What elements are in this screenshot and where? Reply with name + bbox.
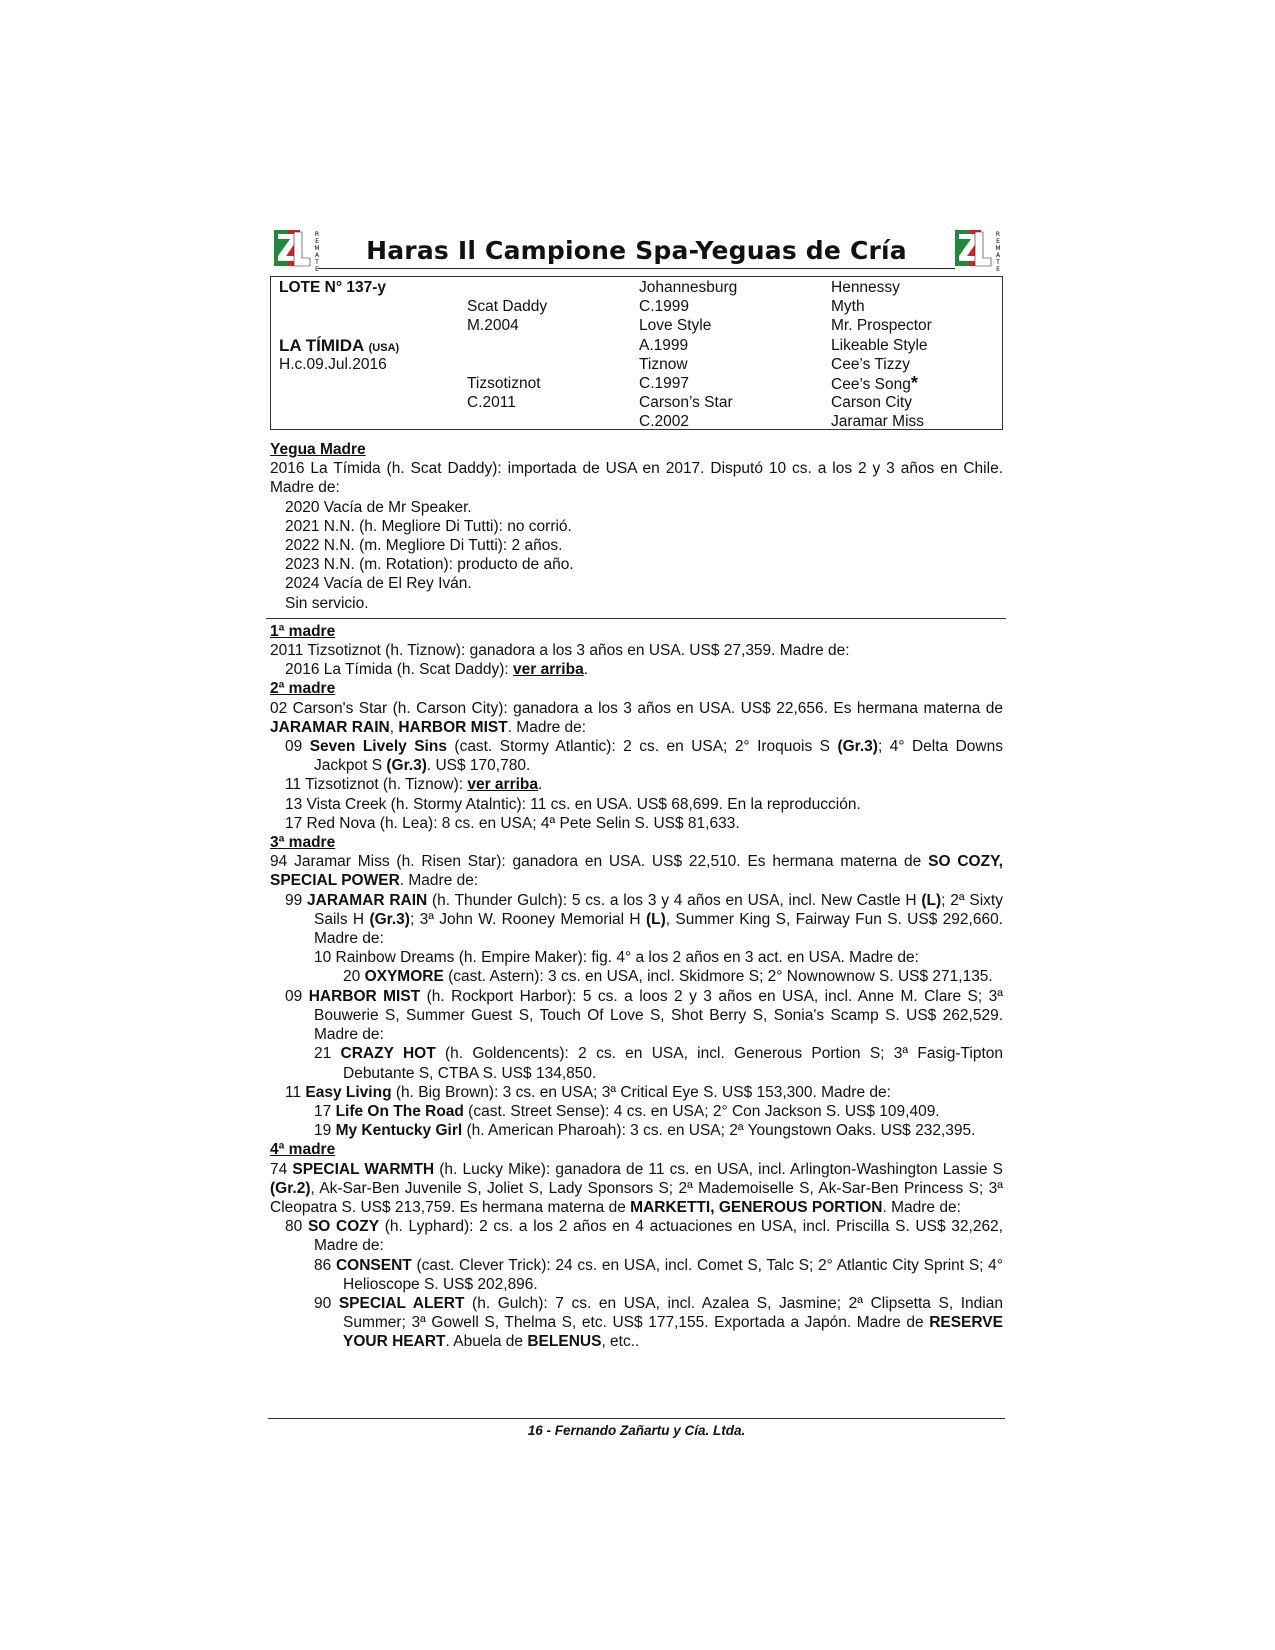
pedigree-cell: Myth bbox=[831, 298, 865, 316]
pedigree-cell: C.1999 bbox=[639, 298, 689, 316]
svg-text:T: T bbox=[315, 259, 319, 266]
produce-item: 11 Easy Living (h. Big Brown): 3 cs. en USA; 3ª Critical Eye S. US$ 153,300. Madre de: bbox=[285, 1083, 891, 1101]
svg-text:A: A bbox=[995, 252, 1001, 259]
produce-item: 11 Tizsotiznot (h. Tiznow): ver arriba. bbox=[285, 776, 543, 794]
pedigree-col-grandparents bbox=[639, 278, 737, 432]
page-title: Haras Il Campione Spa-Yeguas de Cría bbox=[366, 236, 907, 265]
dam-intro: 94 Jaramar Miss (h. Risen Star): ganadora en USA. US$ 22,510. Es hermana materna de SO COZY, SPECIAL POWER. Madre de: bbox=[270, 853, 1003, 890]
zl-remates-logo-icon bbox=[951, 226, 1003, 274]
pedigree-cell: C.1997 bbox=[639, 374, 689, 392]
horse-name: LA TÍMIDA bbox=[279, 335, 365, 355]
section-heading: 1ª madre bbox=[270, 622, 336, 640]
section-heading: 3ª madre bbox=[270, 834, 336, 852]
pedigree-cell: Tiznow bbox=[639, 355, 688, 373]
produce-item: 17 Life On The Road (cast. Street Sense): 4 cs. en USA; 2° Con Jackson S. US$ 109,409. bbox=[314, 1102, 940, 1120]
pedigree-cell: Johannesburg bbox=[639, 279, 738, 296]
svg-text:R: R bbox=[314, 231, 320, 238]
produce-item: 09 Seven Lively Sins (cast. Stormy Atlantic): 2 cs. en USA; 2° Iroquois S (Gr.3); 4° Delta Downs Jackpot S (Gr.3). US$ 170,780. bbox=[285, 738, 1003, 775]
produce-item: 13 Vista Creek (h. Stormy Atalntic): 11 cs. en USA. US$ 68,699. En la reproducción. bbox=[285, 795, 861, 813]
pedigree-cell: Hennessy bbox=[831, 279, 900, 296]
pedigree-col-great-grandparents bbox=[831, 278, 932, 432]
pedigree-cell: Cee’s Song* bbox=[831, 372, 918, 393]
dam-intro: 2011 Tizsotiznot (h. Tiznow): ganadora a los 3 años en USA. US$ 27,359. Madre de: bbox=[270, 642, 850, 660]
dam-intro: 2016 La Tímida (h. Scat Daddy): importada de USA en 2017. Disputó 10 cs. a los 2 y 3 años en Chile. Madre de: bbox=[270, 460, 1003, 497]
svg-text:R: R bbox=[995, 231, 1001, 238]
svg-text:E: E bbox=[996, 238, 1000, 245]
svg-text:M: M bbox=[995, 245, 1001, 252]
pedigree-cell: Carson City bbox=[831, 394, 912, 412]
produce-item: 2020 Vacía de Mr Speaker. bbox=[285, 498, 472, 516]
horse-origin: (USA) bbox=[368, 341, 400, 354]
produce-item: 90 SPECIAL ALERT (h. Gulch): 7 cs. en USA, incl. Azalea S, Jasmine; 2ª Clipsetta S, Indian Summer; 3ª Gowell S, Thelma S, etc. US$ 177,155. Exportada a Japón. Madre de RESERVE YOUR HEART. Abuela de BELENUS, etc.. bbox=[314, 1294, 1003, 1351]
produce-item: 17 Red Nova (h. Lea): 8 cs. en USA; 4ª Pete Selin S. US$ 81,633. bbox=[285, 814, 740, 832]
svg-text:E: E bbox=[315, 238, 319, 245]
pedigree-col-horse bbox=[279, 278, 399, 374]
zl-remates-logo-icon bbox=[270, 226, 322, 274]
dam-info: C.2011 bbox=[467, 394, 516, 412]
lot-number: LOTE N° 137-y bbox=[279, 279, 386, 296]
produce-item: Sin servicio. bbox=[285, 594, 369, 612]
horse-name-row bbox=[279, 336, 399, 355]
page-header bbox=[270, 226, 1003, 274]
produce-item: 19 My Kentucky Girl (h. American Pharoah): 3 cs. en USA; 2ª Youngstown Oaks. US$ 232,395. bbox=[314, 1122, 976, 1140]
pedigree-cell: Love Style bbox=[639, 317, 712, 335]
ver-arriba-link[interactable]: ver arriba bbox=[467, 776, 539, 794]
dam-intro: 02 Carson's Star (h. Carson City): ganadora a los 3 años en USA. US$ 22,656. Es hermana materna de JARAMAR RAIN, HARBOR MIST. Madre de: bbox=[270, 699, 1003, 736]
pedigree-cell: Carson’s Star bbox=[639, 394, 733, 412]
produce-item: 2022 N.N. (m. Megliore Di Tutti): 2 años. bbox=[285, 537, 563, 555]
produce-item: 09 HARBOR MIST (h. Rockport Harbor): 5 cs. a loos 2 y 3 años en USA, incl. Anne M. Clare S; 3ª Bouwerie S, Summer Guest S, Touch Of Love S, Shot Berry S, Sonia's Scamp S. US$ 262,529. Madre de: bbox=[285, 987, 1003, 1044]
pedigree-col-parents bbox=[467, 278, 547, 432]
horse-info: H.c.09.Jul.2016 bbox=[279, 355, 387, 373]
svg-text:M: M bbox=[314, 245, 320, 252]
pedigree-table bbox=[270, 276, 1003, 430]
svg-text:T: T bbox=[996, 259, 1000, 266]
svg-text:A: A bbox=[314, 252, 320, 259]
pedigree-cell: Jaramar Miss bbox=[831, 413, 925, 431]
produce-item: 2021 N.N. (h. Megliore Di Tutti): no corrió. bbox=[285, 517, 572, 535]
produce-item: 2023 N.N. (m. Rotation): producto de año. bbox=[285, 556, 574, 574]
produce-item: 99 JARAMAR RAIN (h. Thunder Gulch): 5 cs. a los 3 y 4 años en USA, incl. New Castle H (L); 2ª Sixty Sails H (Gr.3); 3ª John W. Rooney Memorial H (L), Summer King S, Fairway Fun S. US$ 292,660. Madre de: bbox=[285, 891, 1003, 948]
pedigree-cell: C.2002 bbox=[639, 413, 689, 431]
ver-arriba-link[interactable]: ver arriba bbox=[513, 661, 584, 679]
produce-item: 2024 Vacía de El Rey Iván. bbox=[285, 575, 472, 593]
pedigree-cell: Cee’s Tizzy bbox=[831, 355, 910, 373]
sire-name: Scat Daddy bbox=[467, 298, 548, 316]
produce-item: 20 OXYMORE (cast. Astern): 3 cs. en USA, incl. Skidmore S; 2° Nownownow S. US$ 271,135. bbox=[343, 968, 993, 986]
pedigree-cell: Likeable Style bbox=[831, 336, 928, 354]
svg-text:E: E bbox=[996, 266, 1000, 273]
section-heading: 2ª madre bbox=[270, 680, 336, 698]
catalog-page bbox=[270, 226, 1003, 1352]
svg-text:E: E bbox=[315, 266, 319, 273]
page-footer: 16 - Fernando Zañartu y Cía. Ltda. bbox=[268, 1418, 1005, 1438]
produce-item: 21 CRAZY HOT (h. Goldencents): 2 cs. en USA, incl. Generous Portion S; 3ª Fasig-Tipton Debutante S, CTBA S. US$ 134,850. bbox=[314, 1045, 1003, 1082]
pedigree-cell: A.1999 bbox=[639, 336, 689, 354]
section-heading: 4ª madre bbox=[270, 1141, 336, 1159]
produce-item: 10 Rainbow Dreams (h. Empire Maker): fig. 4° a los 2 años en 3 act. en USA. Madre de: bbox=[314, 949, 919, 967]
produce-item: 2016 La Tímida (h. Scat Daddy): ver arriba. bbox=[285, 661, 589, 679]
dam-intro: 74 SPECIAL WARMTH (h. Lucky Mike): ganadora de 11 cs. en USA, incl. Arlington-Washington Lassie S (Gr.2), Ak-Sar-Ben Juvenile S, Joliet S, Lady Sponsors S; 2ª Mademoiselle S, Ak-Sar-Ben Princess S; 3ª Cleopatra S. US$ 213,759. Es hermana materna de MARKETTI, GENEROUS PORTION. Madre de: bbox=[270, 1160, 1003, 1216]
pedigree-body bbox=[270, 440, 1003, 1352]
dam-name: Tizsotiznot bbox=[467, 374, 541, 392]
sire-info: M.2004 bbox=[467, 317, 519, 335]
section-divider bbox=[266, 618, 1006, 619]
title-rule bbox=[318, 268, 955, 269]
produce-item: 80 SO COZY (h. Lyphard): 2 cs. a los 2 años en 4 actuaciones en USA, incl. Priscilla S. US$ 32,262, Madre de: bbox=[285, 1218, 1003, 1255]
produce-item: 86 CONSENT (cast. Clever Trick): 24 cs. en USA, incl. Comet S, Talc S; 2° Atlantic City Sprint S; 4° Helioscope S. US$ 202,896. bbox=[314, 1256, 1003, 1293]
imported-asterisk: * bbox=[910, 372, 918, 393]
section-heading: Yegua Madre bbox=[270, 441, 366, 458]
pedigree-cell: Mr. Prospector bbox=[831, 317, 932, 335]
